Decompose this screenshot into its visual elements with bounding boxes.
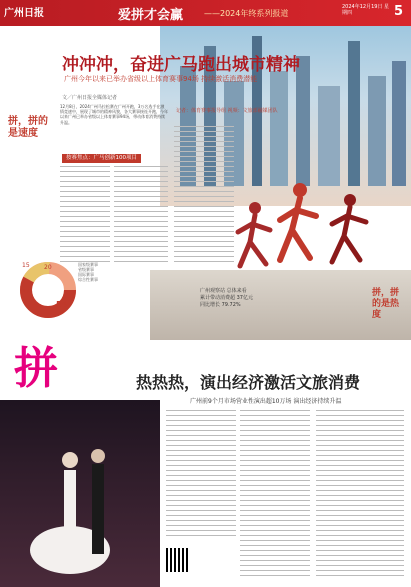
story1-reporter-note: 记者：体育赛事报导组 视频：文旅部融媒团队 <box>176 108 278 114</box>
masthead-bar <box>0 0 411 26</box>
performers-photo <box>0 400 160 587</box>
story2-text-column-1 <box>166 410 236 540</box>
section-subtitle: ——2024年终系列报道 <box>204 9 289 18</box>
story1-box-head: 按赛焦点：广马创新100项目 <box>62 154 141 163</box>
story1-intro-text: 12月8日，2024广州马拉松赛在广州开跑，3万名选手在激情竞速中，展现了城市的精神风貌，各大赛事接连开跑，今年以来广州已举办省级以上体育赛事94场，带动体育消费持续升温。 <box>60 104 168 125</box>
stats-panel <box>200 288 400 309</box>
stats-line-2: 累计带动消费超 37亿元 <box>200 295 253 301</box>
stats-line-1: 广州观察站 总体来看 <box>200 288 247 294</box>
story2-slogan: 拼，拼的是热度 <box>372 288 400 320</box>
chart-legend: 国家级赛事 省级赛事 国际赛事 综合性赛事 <box>78 262 98 282</box>
chart-label-3: 20 <box>44 264 52 271</box>
chart-label-4: 54 <box>56 300 68 309</box>
stats-line-3: 同比增长 79.72% <box>200 302 241 308</box>
qr-code[interactable] <box>166 548 190 572</box>
story1-byline: 文／广州日报全媒体记者 <box>62 95 118 101</box>
story1-slogan: 拼，拼的是速度 <box>8 116 48 139</box>
newspaper-logo: 广州日报 <box>4 8 44 19</box>
chart-label-1: 15 <box>22 262 30 269</box>
section-title: 爱拼才会赢 <box>118 8 184 23</box>
story2-text-column-2 <box>240 410 310 580</box>
story1-headline: 冲冲冲，奋进广马跑出城市精神 <box>62 55 300 75</box>
issue-date: 2024年12月19日 星期四 <box>342 4 390 16</box>
dancer-silhouettes <box>0 400 160 587</box>
page-number: 5 <box>394 4 404 19</box>
story2-headline: 热热热，演出经济激活文旅消费 <box>136 373 361 392</box>
story1-text-column-2 <box>114 166 168 262</box>
story2-deck: 广州前9个月市场营业性演出超10万场 演出经济持续升温 <box>190 398 342 405</box>
chart-label-2: 17 <box>22 288 30 295</box>
story2-text-column-3 <box>316 410 404 580</box>
story1-text-column-1 <box>60 166 110 262</box>
big-character: 拼 <box>14 343 52 394</box>
story1-deck: 广州今年以来已举办省级以上体育赛事94场 持续激活消费潜能 <box>64 75 258 83</box>
